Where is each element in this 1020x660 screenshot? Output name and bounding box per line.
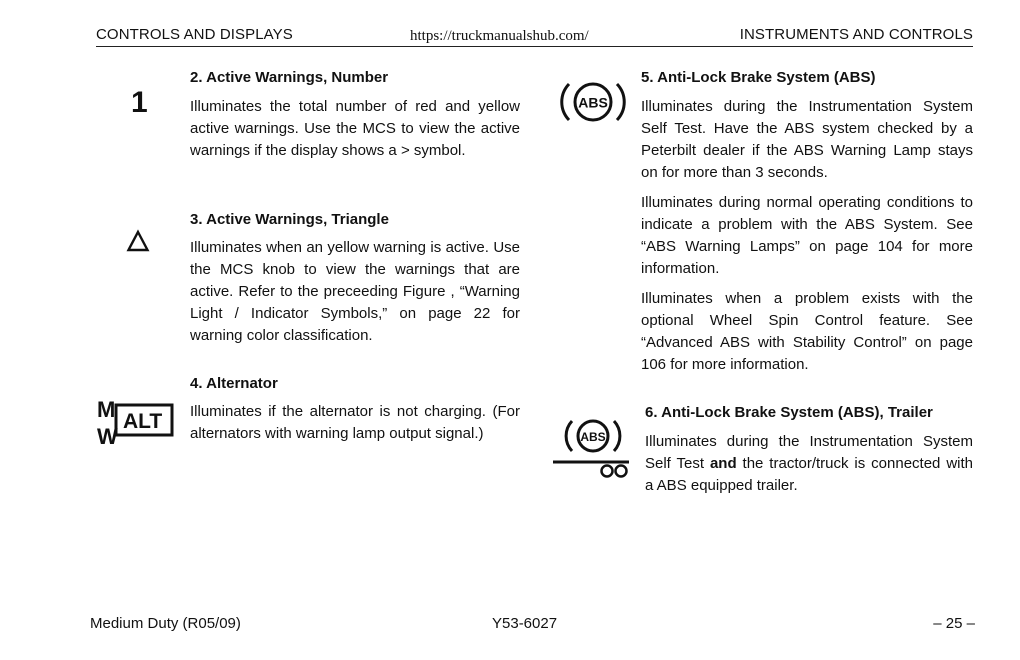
paragraph: Illuminates when an yellow warning is active. Use the MCS knob to view the warnings that are active. Refer to the preceeding Figure , “Warning Light / Indicator Symbols,” on page 22 for warning color classification. [190,239,520,344]
paragraph: Illuminates during normal operating conditions to indicate a problem with the ABS System. See “ABS Warning Lamps” on page 104 for more information. [641,194,973,277]
header-rule [96,46,973,47]
item-body-active-warnings-triangle [190,237,520,355]
header-section-right: INSTRUMENTS AND CONTROLS [739,26,973,43]
item-title-abs: 5. Anti-Lock Brake System (ABS) [641,69,876,86]
paragraph-emphasis: and [709,455,737,472]
paragraph: Illuminates if the alternator is not charging. (For alternators with warning lamp output signal.) [190,403,520,442]
footer-edition: Medium Duty (R05/09) [90,615,241,632]
item-body-abs [641,96,973,384]
item-title-alternator: 4. Alternator [190,375,278,392]
item-title-active-warnings-triangle: 3. Active Warnings, Triangle [190,211,389,228]
alternator-icon [96,392,176,453]
abs-icon-label: ABS [578,94,608,111]
paragraph: Illuminates the total number of red and yellow active warnings. Use the MCS to view the active warnings if the display shows a > symbol. [190,98,520,159]
abs-trailer-icon-label: ABS [580,430,606,444]
number-one-icon: 1 [131,86,148,119]
footer-page-number: – 25 – [933,615,975,632]
paragraph: Illuminates during the Instrumentation System Self Test. Have the ABS system checked by a Peterbilt dealer if the ABS Warning Lamp stays on for more than 3 seconds. [641,98,973,181]
footer-document-number: Y53-6027 [492,615,558,632]
warning-triangle-icon [126,229,150,258]
abs-trailer-icon [551,412,635,487]
svg-text:M: M [97,397,116,422]
item-body-alternator [190,401,520,453]
header-url: https://truckmanualshub.com/ [410,28,589,44]
svg-text:W: W [97,424,118,448]
item-body-abs-trailer [645,431,973,505]
paragraph [645,431,973,497]
paragraph-text: the tractor/truck is connected with a ABS equipped trailer. [645,455,973,494]
abs-icon [555,72,631,137]
item-title-abs-trailer: 6. Anti-Lock Brake System (ABS), Trailer [645,404,933,421]
item-title-active-warnings-number: 2. Active Warnings, Number [190,69,389,86]
alternator-icon-label: ALT [123,410,163,433]
paragraph: Illuminates when a problem exists with the optional Wheel Spin Control feature. See “Advanced ABS with Stability Control” on page 106 for more information. [641,290,973,373]
item-body-active-warnings-number [190,96,520,170]
header-section-left: CONTROLS AND DISPLAYS [96,26,293,43]
paragraph-text: Illuminates during the Instrumentation System Self Test [645,433,973,472]
